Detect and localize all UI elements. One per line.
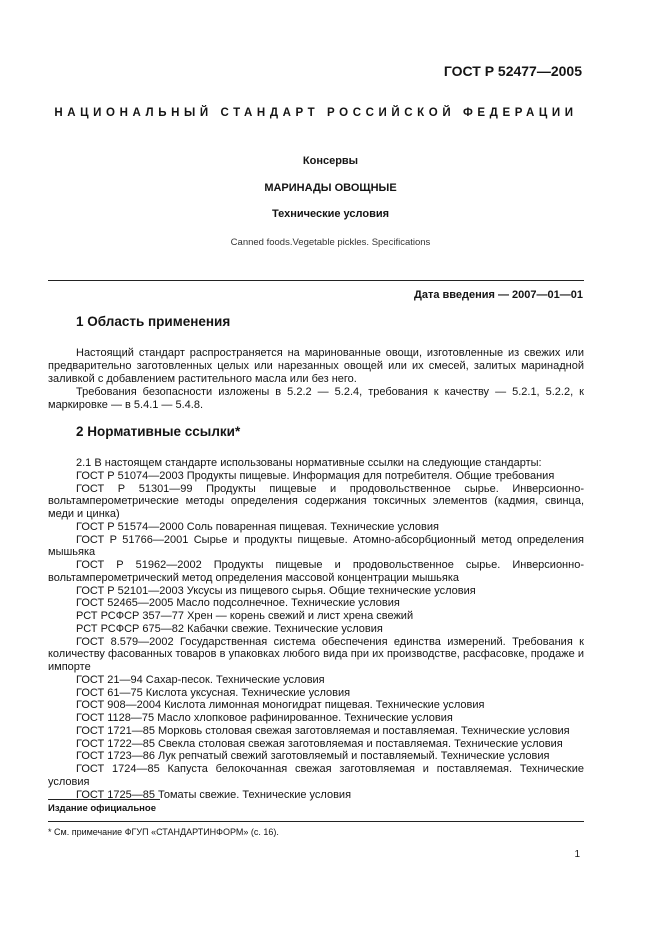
document-title: МАРИНАДЫ ОВОЩНЫЕ: [264, 182, 397, 194]
section-heading-scope: 1 Область применения: [76, 314, 231, 329]
reference-item: ГОСТ 1725—85 Томаты свежие. Технические условия: [76, 788, 352, 801]
reference-item: ГОСТ Р 52101—2003 Уксусы из пищевого сырья. Общие технические условия: [76, 584, 476, 597]
document-subtitle: Технические условия: [271, 208, 390, 220]
section-body-references: [48, 457, 584, 801]
reference-item: ГОСТ 8.579—2002 Государственная система обеспечения единства измерений. Требования к количеству фасованных товаров в упаковках любого вида при их производстве, расфасовке, продаже и импорте: [48, 635, 584, 673]
reference-item: ГОСТ 61—75 Кислота уксусная. Технические условия: [76, 686, 351, 699]
standard-number: ГОСТ Р 52477—2005: [443, 63, 582, 79]
paragraph: Требования безопасности изложены в 5.2.2 — 5.2.4, требования к качеству — 5.2.1, 5.2.2, к маркировке — в 5.4.1 — 5.4.8.: [48, 385, 584, 411]
reference-item: ГОСТ 21—94 Сахар-песок. Технические условия: [76, 673, 325, 686]
reference-item: ГОСТ 908—2004 Кислота лимонная моногидрат пищевая. Технические условия: [76, 699, 485, 712]
national-standard-banner: НАЦИОНАЛЬНЫЙ СТАНДАРТ РОССИЙСКОЙ ФЕДЕРАЦИИ: [54, 107, 578, 119]
reference-item: ГОСТ Р 51766—2001 Сырье и продукты пищевые. Атомно-абсорбционный метод определения мышьяка: [48, 533, 584, 559]
edition-rule: [48, 799, 160, 800]
introduction-date: Дата введения — 2007—01—01: [414, 289, 583, 301]
reference-item: ГОСТ Р 51301—99 Продукты пищевые и продовольственное сырье. Инверсионно-вольтамперометрические методы определения содержания токсичных элементов (кадмия, свинца, меди и цинка): [48, 482, 584, 520]
reference-item: ГОСТ 1723—86 Лук репчатый свежий заготовляемый и поставляемый. Технические условия: [76, 750, 550, 763]
reference-item: ГОСТ 1128—75 Масло хлопковое рафинированное. Технические условия: [76, 712, 453, 724]
footnote-divider: [48, 821, 584, 822]
page-number: 1: [574, 849, 580, 860]
reference-item: ГОСТ Р 51074—2003 Продукты пищевые. Информация для потребителя. Общие требования: [76, 469, 555, 482]
reference-item: РСТ РСФСР 357—77 Хрен — корень свежий и лист хрена свежий: [76, 610, 414, 622]
reference-item: ГОСТ Р 51962—2002 Продукты пищевые и продовольственное сырье. Инверсионно-вольтамперометрический метод определения массовой концентрации мышьяка: [48, 559, 584, 584]
reference-item: ГОСТ Р 51574—2000 Соль поваренная пищевая. Технические условия: [76, 520, 439, 533]
section-body-scope: [48, 347, 584, 412]
reference-item: ГОСТ 1724—85 Капуста белокочанная свежая заготовляемая и поставляемая. Технические условия: [48, 763, 584, 788]
section-heading-references: 2 Нормативные ссылки*: [76, 424, 241, 439]
english-title: Canned foods.Vegetable pickles. Specifications: [230, 237, 431, 248]
footnote: * См. примечание ФГУП «СТАНДАРТИНФОРМ» (с. 16).: [48, 827, 279, 837]
reference-item: ГОСТ 1721—85 Морковь столовая свежая заготовляемая и поставляемая. Технические условия: [76, 724, 570, 737]
reference-item: ГОСТ 52465—2005 Масло подсолнечное. Технические условия: [76, 597, 400, 610]
reference-item: ГОСТ 1722—85 Свекла столовая свежая заготовляемая и поставляемая. Технические условия: [76, 737, 563, 750]
document-category: Консервы: [302, 155, 359, 167]
reference-item: РСТ РСФСР 675—82 Кабачки свежие. Технические условия: [76, 622, 383, 635]
paragraph: Настоящий стандарт распространяется на маринованные овощи, изготовленные из свежих или предварительно заготовленных целых или нарезанных овощей или их смесей, залитых маринадной заливкой с добавлением растительного масла или без него.: [48, 347, 584, 385]
header-divider: [48, 280, 584, 281]
reference-item: 2.1 В настоящем стандарте использованы нормативные ссылки на следующие стандарты:: [76, 457, 542, 469]
edition-label: Издание официальное: [48, 803, 156, 814]
